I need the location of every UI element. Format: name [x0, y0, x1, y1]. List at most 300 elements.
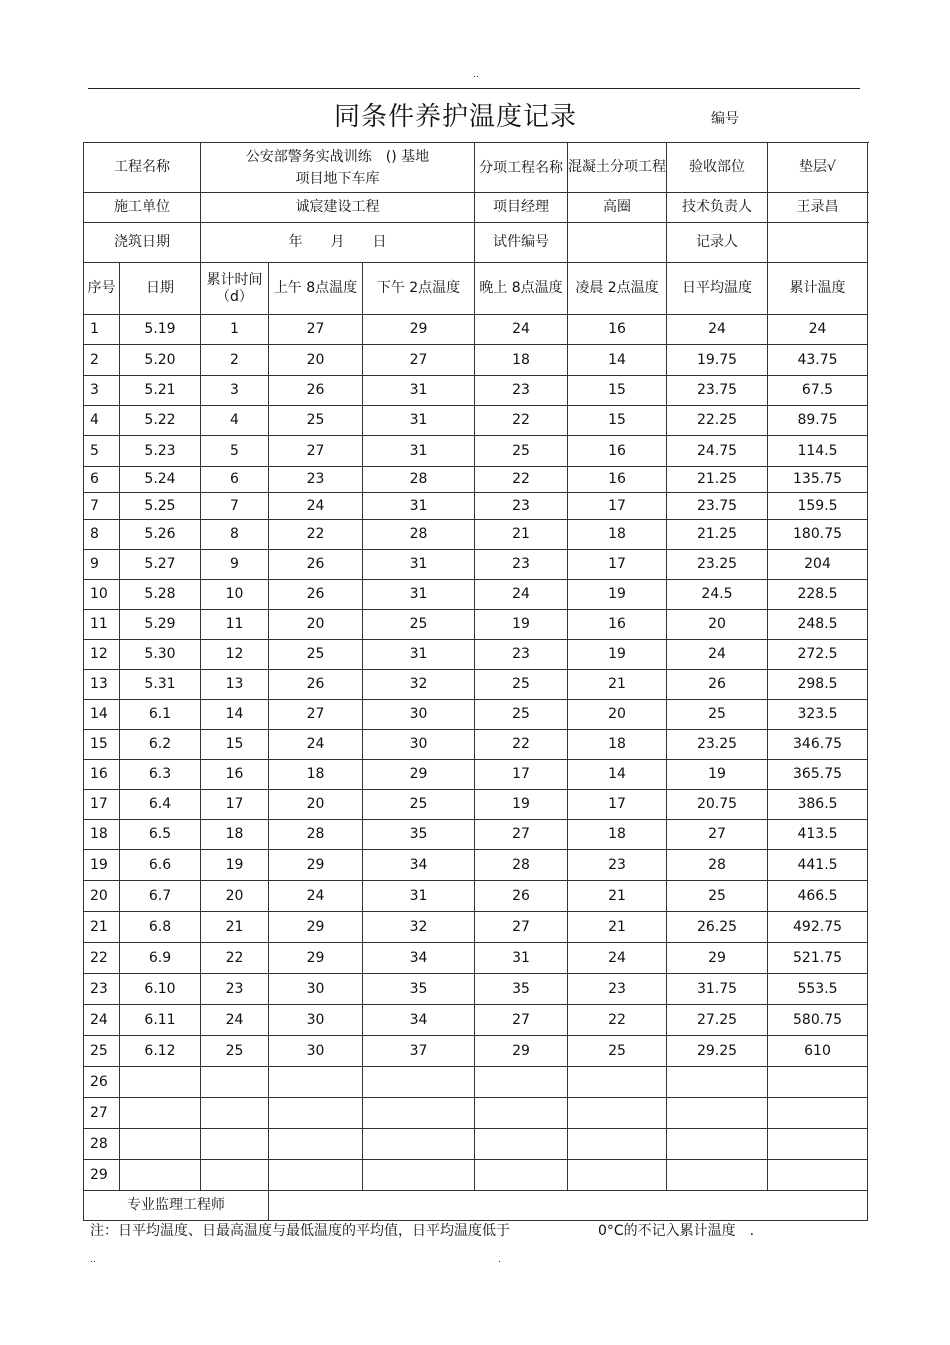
cell-cum-time	[201, 1098, 269, 1129]
cell-eve8: 21	[475, 520, 568, 550]
table-row	[84, 493, 868, 520]
cell-pm2: 34	[363, 850, 475, 881]
cell-early2: 16	[568, 436, 667, 467]
cell-seq: 1	[84, 315, 120, 345]
cell-cum-temp: 466.5	[768, 881, 868, 912]
cell-cum-temp: 521.75	[768, 943, 868, 974]
cell-cum-temp: 228.5	[768, 580, 868, 610]
cell-date: 5.23	[120, 436, 201, 467]
cell-am8: 24	[269, 881, 363, 912]
cell-pm2: 37	[363, 1036, 475, 1067]
cell-eve8	[475, 1098, 568, 1129]
cell-cum-temp: 204	[768, 550, 868, 580]
cell-cum-temp: 24	[768, 315, 868, 345]
cell-daily-avg: 19.75	[667, 345, 768, 376]
recorder-label: 记录人	[667, 223, 768, 263]
table-row	[84, 1129, 868, 1160]
project-name-value	[201, 143, 475, 193]
footer-left-mark: ..	[90, 1255, 96, 1265]
cell-pm2: 31	[363, 580, 475, 610]
cell-early2: 19	[568, 640, 667, 670]
record-table	[83, 142, 868, 1221]
cell-seq: 7	[84, 493, 120, 520]
cell-cum-temp	[768, 1098, 868, 1129]
table-row	[84, 610, 868, 640]
cell-cum-temp: 135.75	[768, 467, 868, 493]
cell-cum-time	[201, 1067, 269, 1098]
cell-early2: 17	[568, 790, 667, 820]
table-row	[84, 436, 868, 467]
acceptance-part-label: 验收部位	[667, 143, 768, 193]
sub-project-value: 混凝土分项工程	[568, 143, 667, 193]
cell-cum-temp: 159.5	[768, 493, 868, 520]
table-row	[84, 730, 868, 760]
cell-date: 5.29	[120, 610, 201, 640]
cell-eve8: 31	[475, 943, 568, 974]
cell-early2: 20	[568, 700, 667, 730]
cell-daily-avg: 23.75	[667, 376, 768, 406]
cell-pm2: 29	[363, 315, 475, 345]
cell-pm2	[363, 1160, 475, 1191]
cell-date: 5.28	[120, 580, 201, 610]
cell-cum-time: 13	[201, 670, 269, 700]
cell-date: 5.30	[120, 640, 201, 670]
cell-am8	[269, 1129, 363, 1160]
cell-am8: 30	[269, 974, 363, 1005]
cell-eve8: 18	[475, 345, 568, 376]
cell-daily-avg: 24.75	[667, 436, 768, 467]
cell-pm2: 27	[363, 345, 475, 376]
cell-cum-time: 5	[201, 436, 269, 467]
cell-daily-avg	[667, 1098, 768, 1129]
cell-eve8: 23	[475, 640, 568, 670]
cell-cum-time: 20	[201, 881, 269, 912]
cell-date: 5.20	[120, 345, 201, 376]
cell-date: 5.19	[120, 315, 201, 345]
project-manager-value: 高圈	[568, 193, 667, 223]
cell-cum-time: 6	[201, 467, 269, 493]
cell-cum-temp: 323.5	[768, 700, 868, 730]
cell-cum-time: 15	[201, 730, 269, 760]
top-mark: ..	[473, 70, 479, 80]
cell-am8	[269, 1067, 363, 1098]
cell-am8: 30	[269, 1005, 363, 1036]
cell-daily-avg: 21.25	[667, 520, 768, 550]
cell-cum-temp: 413.5	[768, 820, 868, 850]
cell-date: 5.24	[120, 467, 201, 493]
cell-am8: 26	[269, 670, 363, 700]
cell-eve8: 26	[475, 881, 568, 912]
cell-seq: 4	[84, 406, 120, 436]
cell-cum-temp: 89.75	[768, 406, 868, 436]
table-row	[84, 315, 868, 345]
cell-daily-avg: 21.25	[667, 467, 768, 493]
table-row	[84, 406, 868, 436]
cell-cum-time: 4	[201, 406, 269, 436]
cell-seq: 3	[84, 376, 120, 406]
cell-am8: 25	[269, 406, 363, 436]
table-row	[84, 345, 868, 376]
info-row-project	[84, 143, 868, 193]
cell-pm2	[363, 1129, 475, 1160]
cell-daily-avg: 24.5	[667, 580, 768, 610]
cell-eve8: 19	[475, 610, 568, 640]
cell-date: 6.11	[120, 1005, 201, 1036]
cell-cum-temp: 386.5	[768, 790, 868, 820]
cell-cum-temp	[768, 1160, 868, 1191]
cell-daily-avg	[667, 1067, 768, 1098]
cell-cum-time: 25	[201, 1036, 269, 1067]
cell-date: 5.27	[120, 550, 201, 580]
cell-eve8: 19	[475, 790, 568, 820]
cell-seq: 14	[84, 700, 120, 730]
cell-early2: 14	[568, 345, 667, 376]
cell-cum-temp: 610	[768, 1036, 868, 1067]
cell-eve8: 22	[475, 406, 568, 436]
cell-cum-time: 23	[201, 974, 269, 1005]
cell-pm2: 35	[363, 974, 475, 1005]
cell-am8: 24	[269, 730, 363, 760]
cell-date	[120, 1129, 201, 1160]
cell-seq: 28	[84, 1129, 120, 1160]
cell-cum-time	[201, 1129, 269, 1160]
cell-seq: 19	[84, 850, 120, 881]
cell-daily-avg: 23.75	[667, 493, 768, 520]
cell-eve8: 25	[475, 670, 568, 700]
cell-date: 6.9	[120, 943, 201, 974]
cell-eve8: 27	[475, 820, 568, 850]
project-name-line1: 公安部警务实战训练 () 基地	[245, 148, 430, 165]
cell-date: 5.31	[120, 670, 201, 700]
cell-cum-temp: 272.5	[768, 640, 868, 670]
cell-early2: 15	[568, 406, 667, 436]
cell-date	[120, 1067, 201, 1098]
cell-eve8: 23	[475, 493, 568, 520]
cell-daily-avg: 27.25	[667, 1005, 768, 1036]
cell-pm2: 28	[363, 520, 475, 550]
cell-eve8: 17	[475, 760, 568, 790]
cell-am8: 29	[269, 943, 363, 974]
col-seq: 序号	[84, 263, 120, 315]
cell-early2: 17	[568, 550, 667, 580]
cell-eve8	[475, 1160, 568, 1191]
cell-date: 5.26	[120, 520, 201, 550]
table-row	[84, 550, 868, 580]
table-row	[84, 790, 868, 820]
cell-eve8: 27	[475, 1005, 568, 1036]
cell-pm2: 31	[363, 640, 475, 670]
specimen-no-label: 试件编号	[475, 223, 568, 263]
cell-pm2: 31	[363, 881, 475, 912]
cell-pm2: 35	[363, 820, 475, 850]
cell-cum-time: 24	[201, 1005, 269, 1036]
cell-date: 6.1	[120, 700, 201, 730]
cell-cum-time: 7	[201, 493, 269, 520]
cell-early2	[568, 1160, 667, 1191]
tech-lead-value: 王录昌	[768, 193, 868, 223]
cell-cum-temp: 248.5	[768, 610, 868, 640]
cell-seq: 27	[84, 1098, 120, 1129]
cell-cum-time: 3	[201, 376, 269, 406]
sub-project-label: 分项工程名称	[475, 143, 568, 193]
table-row	[84, 850, 868, 881]
cell-seq: 18	[84, 820, 120, 850]
cell-seq: 23	[84, 974, 120, 1005]
cell-seq: 8	[84, 520, 120, 550]
cell-pm2: 32	[363, 912, 475, 943]
cell-early2	[568, 1129, 667, 1160]
cell-eve8: 28	[475, 850, 568, 881]
cell-daily-avg: 25	[667, 700, 768, 730]
cell-eve8: 22	[475, 467, 568, 493]
cell-am8: 26	[269, 550, 363, 580]
cell-daily-avg: 29	[667, 943, 768, 974]
table-row	[84, 881, 868, 912]
cell-pm2: 25	[363, 610, 475, 640]
cell-am8: 23	[269, 467, 363, 493]
table-row	[84, 700, 868, 730]
cell-eve8	[475, 1129, 568, 1160]
table-row	[84, 1067, 868, 1098]
cell-pm2: 31	[363, 436, 475, 467]
footer-right-mark: .	[498, 1255, 501, 1265]
cell-am8	[269, 1098, 363, 1129]
cell-cum-temp: 43.75	[768, 345, 868, 376]
cell-pm2: 34	[363, 943, 475, 974]
supervisor-row	[84, 1191, 868, 1221]
cell-daily-avg: 24	[667, 315, 768, 345]
recorder-value	[768, 223, 868, 263]
cell-cum-temp: 580.75	[768, 1005, 868, 1036]
cell-cum-temp: 553.5	[768, 974, 868, 1005]
cell-cum-time: 11	[201, 610, 269, 640]
cell-am8: 20	[269, 790, 363, 820]
cell-pm2: 31	[363, 493, 475, 520]
table-row	[84, 580, 868, 610]
cell-date: 5.25	[120, 493, 201, 520]
cell-am8: 27	[269, 700, 363, 730]
cell-cum-time: 18	[201, 820, 269, 850]
cell-date: 6.5	[120, 820, 201, 850]
project-manager-label: 项目经理	[475, 193, 568, 223]
cell-seq: 15	[84, 730, 120, 760]
cell-daily-avg: 31.75	[667, 974, 768, 1005]
note-text: 注：日平均温度、日最高温度与最低温度的平均值，日平均温度低于	[90, 1223, 510, 1239]
cell-seq: 25	[84, 1036, 120, 1067]
cell-date: 6.8	[120, 912, 201, 943]
cell-date: 6.10	[120, 974, 201, 1005]
cell-eve8: 23	[475, 376, 568, 406]
cell-daily-avg: 20	[667, 610, 768, 640]
cell-eve8: 24	[475, 580, 568, 610]
cell-pm2: 34	[363, 1005, 475, 1036]
cell-daily-avg: 26.25	[667, 912, 768, 943]
cell-early2: 16	[568, 467, 667, 493]
cell-am8: 26	[269, 580, 363, 610]
cell-am8: 30	[269, 1036, 363, 1067]
cell-date: 6.7	[120, 881, 201, 912]
note-tail: 0°C的不记入累计温度 .	[598, 1223, 755, 1239]
supervisor-value	[269, 1191, 868, 1221]
cell-date: 6.2	[120, 730, 201, 760]
cell-daily-avg: 28	[667, 850, 768, 881]
cell-cum-temp: 365.75	[768, 760, 868, 790]
cell-early2: 23	[568, 974, 667, 1005]
col-early2: 凌晨 2点温度	[568, 263, 667, 315]
cell-date: 6.3	[120, 760, 201, 790]
cell-daily-avg: 25	[667, 881, 768, 912]
cell-early2: 22	[568, 1005, 667, 1036]
cell-early2: 14	[568, 760, 667, 790]
cell-pm2: 31	[363, 376, 475, 406]
cell-early2	[568, 1098, 667, 1129]
table-row	[84, 974, 868, 1005]
cell-date: 6.6	[120, 850, 201, 881]
table-row	[84, 670, 868, 700]
cell-early2: 17	[568, 493, 667, 520]
cell-cum-time: 10	[201, 580, 269, 610]
cell-cum-time: 12	[201, 640, 269, 670]
info-row-date	[84, 223, 868, 263]
cell-cum-time: 14	[201, 700, 269, 730]
cell-eve8	[475, 1067, 568, 1098]
pour-date-label: 浇筑日期	[84, 223, 201, 263]
cell-early2: 23	[568, 850, 667, 881]
cell-am8: 24	[269, 493, 363, 520]
cell-pm2: 25	[363, 790, 475, 820]
cell-seq: 13	[84, 670, 120, 700]
cell-cum-time: 2	[201, 345, 269, 376]
project-name-label: 工程名称	[84, 143, 201, 193]
cell-pm2	[363, 1067, 475, 1098]
cell-early2: 18	[568, 820, 667, 850]
cell-date: 5.21	[120, 376, 201, 406]
table-row	[84, 1036, 868, 1067]
cell-cum-temp: 67.5	[768, 376, 868, 406]
cell-pm2: 31	[363, 406, 475, 436]
cell-pm2	[363, 1098, 475, 1129]
cell-eve8: 22	[475, 730, 568, 760]
cell-eve8: 27	[475, 912, 568, 943]
cell-date	[120, 1160, 201, 1191]
cell-seq: 6	[84, 467, 120, 493]
cell-daily-avg: 23.25	[667, 730, 768, 760]
cell-daily-avg: 23.25	[667, 550, 768, 580]
cell-early2: 16	[568, 315, 667, 345]
cell-cum-temp	[768, 1129, 868, 1160]
cell-am8	[269, 1160, 363, 1191]
cell-am8: 26	[269, 376, 363, 406]
cell-cum-temp: 492.75	[768, 912, 868, 943]
cell-cum-time: 22	[201, 943, 269, 974]
cell-seq: 22	[84, 943, 120, 974]
construction-unit-value: 诚宸建设工程	[201, 193, 475, 223]
cell-seq: 17	[84, 790, 120, 820]
cell-daily-avg: 26	[667, 670, 768, 700]
col-am8: 上午 8点温度	[269, 263, 363, 315]
cell-seq: 21	[84, 912, 120, 943]
cell-cum-time: 16	[201, 760, 269, 790]
col-date: 日期	[120, 263, 201, 315]
cell-pm2: 32	[363, 670, 475, 700]
cell-early2: 21	[568, 670, 667, 700]
cell-seq: 2	[84, 345, 120, 376]
cell-date	[120, 1098, 201, 1129]
table-row	[84, 1160, 868, 1191]
cell-eve8: 35	[475, 974, 568, 1005]
cell-cum-temp: 346.75	[768, 730, 868, 760]
cell-early2: 25	[568, 1036, 667, 1067]
table-row	[84, 467, 868, 493]
cell-cum-time: 8	[201, 520, 269, 550]
cell-pm2: 30	[363, 730, 475, 760]
cell-cum-temp: 114.5	[768, 436, 868, 467]
page-title: 同条件养护温度记录	[334, 102, 578, 132]
cell-early2: 18	[568, 520, 667, 550]
supervisor-label: 专业监理工程师	[84, 1191, 269, 1221]
cell-daily-avg: 22.25	[667, 406, 768, 436]
cell-early2: 19	[568, 580, 667, 610]
cell-early2: 16	[568, 610, 667, 640]
cell-cum-time: 19	[201, 850, 269, 881]
col-daily-avg: 日平均温度	[667, 263, 768, 315]
cell-cum-time: 9	[201, 550, 269, 580]
cell-seq: 10	[84, 580, 120, 610]
cell-am8: 27	[269, 315, 363, 345]
table-row	[84, 1005, 868, 1036]
cell-date: 6.4	[120, 790, 201, 820]
cell-date: 5.22	[120, 406, 201, 436]
cell-cum-temp	[768, 1067, 868, 1098]
cell-cum-time	[201, 1160, 269, 1191]
cell-am8: 22	[269, 520, 363, 550]
cell-am8: 27	[269, 436, 363, 467]
acceptance-part-value: 垫层√	[768, 143, 868, 193]
column-header-row	[84, 263, 868, 315]
table-row	[84, 520, 868, 550]
cell-eve8: 29	[475, 1036, 568, 1067]
cell-pm2: 29	[363, 760, 475, 790]
cell-seq: 29	[84, 1160, 120, 1191]
info-row-unit	[84, 193, 868, 223]
cell-seq: 12	[84, 640, 120, 670]
cell-am8: 28	[269, 820, 363, 850]
cell-seq: 11	[84, 610, 120, 640]
cell-am8: 29	[269, 850, 363, 881]
table-row	[84, 912, 868, 943]
cell-seq: 24	[84, 1005, 120, 1036]
cell-daily-avg: 27	[667, 820, 768, 850]
cell-early2: 15	[568, 376, 667, 406]
top-rule	[88, 88, 860, 89]
cell-early2: 21	[568, 912, 667, 943]
cell-early2: 21	[568, 881, 667, 912]
cell-eve8: 25	[475, 700, 568, 730]
table-row	[84, 760, 868, 790]
cell-cum-temp: 180.75	[768, 520, 868, 550]
cell-pm2: 31	[363, 550, 475, 580]
col-eve8: 晚上 8点温度	[475, 263, 568, 315]
cell-eve8: 25	[475, 436, 568, 467]
cell-seq: 5	[84, 436, 120, 467]
cell-seq: 20	[84, 881, 120, 912]
pour-date-value: 年 月 日	[201, 223, 475, 263]
cell-early2	[568, 1067, 667, 1098]
cell-cum-temp: 441.5	[768, 850, 868, 881]
cell-daily-avg: 29.25	[667, 1036, 768, 1067]
cell-seq: 26	[84, 1067, 120, 1098]
cell-daily-avg	[667, 1129, 768, 1160]
